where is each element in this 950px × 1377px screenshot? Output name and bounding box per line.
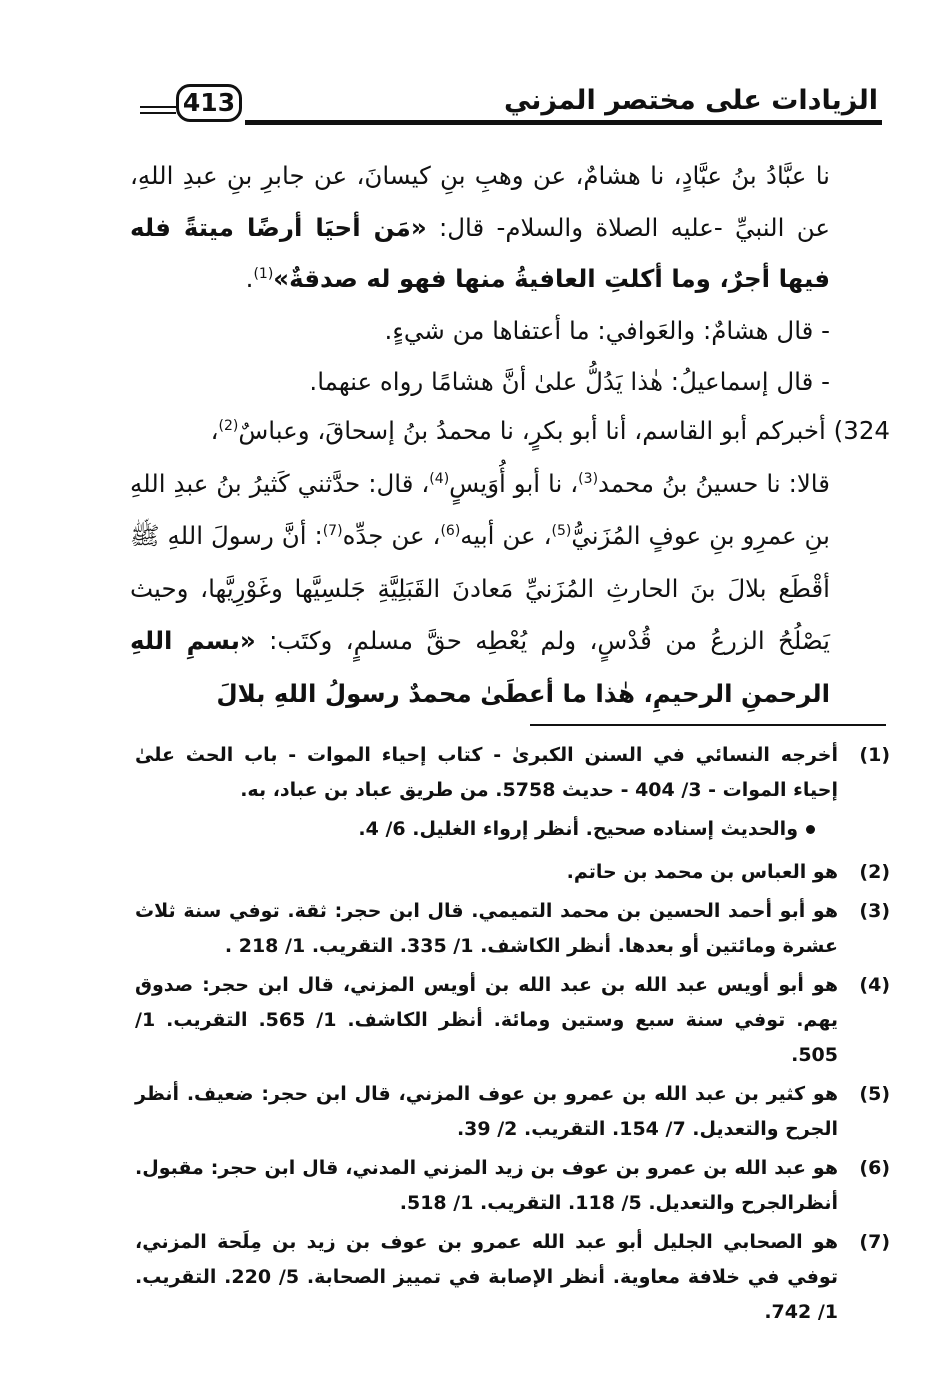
footnote-text: هو أبو أحمد الحسين بن محمد التميمي. قال ابن حجر: ثقة. توفي سنة ثلاث عشرة ومائتين أو بعدها. أنظر الكاشف. 1/ 335. التقريب. 1/ 218 . xyxy=(135,900,838,957)
document-quote: «بسمِ اللهِ الرحمنِ الرحيمِ، هٰذا ما أعطَىٰ محمدٌ رسولُ اللهِ بلالَ xyxy=(130,626,830,708)
footnote-number: (2) xyxy=(859,861,890,883)
main-text xyxy=(130,150,830,408)
footnote-ref-4[interactable]: (4) xyxy=(429,470,450,487)
footnote-number: (1) xyxy=(859,744,890,766)
footnote-text: هو أبو أويس عبد الله بن عبد الله بن أويس المزني، قال ابن حجر: صدوق يهم. توفي سنة سبع وستين ومائة. أنظر الكاشف. 1/ 565. التقريب. 1/ 505. xyxy=(135,974,839,1066)
text-segment: : أنَّ رسولَ اللهِ ﷺ أقْطَع بلالَ بنَ الحارثِ المُزَنيِّ مَعادنَ القَبَلِيَّةِ جَلسِيَّها وغَوْرِيَّها، وحيث يَصْلُحُ الزرعُ من قُدْسٍ، ولم يُعْطِه حقَّ مسلمٍ، وكتَب: xyxy=(130,521,831,655)
footnote-number: (4) xyxy=(859,974,890,996)
hadith-number: 324) xyxy=(833,416,890,445)
text-segment: ، عن جدِّه xyxy=(342,521,441,550)
text-segment: أخبركم أبو القاسم، أنا أبو بكرٍ، نا محمدُ بنُ إسحاقَ، وعباسٌ xyxy=(238,416,826,445)
footnote-6 xyxy=(135,1151,890,1221)
footnote-5 xyxy=(135,1077,890,1147)
text-segment: نا عبَّادُ بنُ عبَّادٍ، نا هشامٌ، عن وهبِ بنِ كيسانَ، عن جابرِ بنِ عبدِ اللهِ، عن النبيِّ -عليه الصلاة والسلام- قال: xyxy=(130,161,830,242)
text-segment: ، قال: حدَّثني كَثيرُ بنُ عبدِ اللهِ بنِ عمرِو بنِ عوفٍ المُزَنيُّ xyxy=(130,468,830,550)
footnote-ref-6[interactable]: (6) xyxy=(440,522,461,539)
text-segment: . xyxy=(245,264,254,293)
footnote-3 xyxy=(135,894,890,964)
hadith-quote: «مَن أحيَا أرضًا ميتةً فله فيها أجرٌ، وما أكلتِ العافيةُ منها فهو له صدقةٌ» xyxy=(130,212,830,293)
page-number: 413 xyxy=(176,84,242,122)
footnote-ref-2[interactable]: (2) xyxy=(218,417,239,434)
footnote-number: (7) xyxy=(859,1231,890,1253)
paragraph-hadith-323 xyxy=(130,150,830,305)
hadith-first-line xyxy=(130,405,890,458)
header-rule xyxy=(245,120,882,125)
footnote-number: (6) xyxy=(859,1157,890,1179)
hadith-body xyxy=(130,458,830,721)
paragraph-hadith-324 xyxy=(130,405,890,720)
footnote-ref-3[interactable]: (3) xyxy=(578,470,599,487)
footnote-text: أخرجه النسائي في السنن الكبرىٰ - كتاب إحياء الموات - باب الحث علىٰ إحياء الموات - 3/ 404 - حديث 5758. من طريق عباد بن عباد، به. xyxy=(135,744,838,801)
footnote-text: هو الصحابي الجليل أبو عبد الله عمرو بن عوف بن زيد بن مِلَحة المزني، توفي في خلافة معاوية. أنظر الإصابة في تمييز الصحابة. 5/ 220. التقريب. 1/ 742. xyxy=(135,1231,838,1323)
footnote-7 xyxy=(135,1225,890,1330)
footnote-1-note xyxy=(135,812,890,847)
footnote-text: هو العباس بن محمد بن حاتم. xyxy=(566,861,838,883)
footnote-ref-1[interactable]: (1) xyxy=(253,265,274,282)
footnote-number: (5) xyxy=(859,1083,890,1105)
text-segment: ، xyxy=(210,416,219,445)
running-header-title: الزيادات على مختصر المزني xyxy=(503,85,878,116)
header-rule-left-upper xyxy=(140,106,176,108)
footnote-number: (3) xyxy=(859,900,890,922)
footnote-separator xyxy=(530,724,886,726)
paragraph-ismail-note: - قال إسماعيلُ: هٰذا يَدُلُّ علىٰ أنَّ هشامًا رواه عنهما. xyxy=(309,367,830,396)
text-segment: ، نا أبو أُوَيسٍ xyxy=(449,468,579,498)
paragraph-hisham-note: - قال هشامٌ: والعَوافي: ما أعتفاها من شيءٍ. xyxy=(384,315,830,345)
header-rule-left-lower xyxy=(140,112,176,114)
footnote-ref-5[interactable]: (5) xyxy=(551,522,572,539)
text-segment: ، عن أبيه xyxy=(460,521,552,550)
footnote-text: هو كثير بن عبد الله بن عمرو بن عوف المزني، قال ابن حجر: ضعيف. أنظر الجرح والتعديل. 7/ 154. التقريب. 2/ 39. xyxy=(135,1083,838,1140)
footnote-2 xyxy=(135,855,890,890)
footnotes xyxy=(135,738,890,1334)
footnote-text: هو عبد الله بن عمرو بن عوف بن زيد المزني المدني، قال ابن حجر: مقبول. أنظرالجرح والتعديل. 5/ 118. التقريب. 1/ 518. xyxy=(135,1157,838,1214)
bullet-icon xyxy=(806,825,815,834)
text-segment: قالا: نا حسينُ بنُ محمد xyxy=(598,468,830,498)
footnote-text: والحديث إسناده صحيح. أنظر إرواء الغليل. 6/ 4. xyxy=(358,818,798,840)
footnote-4 xyxy=(135,968,890,1073)
footnote-ref-7[interactable]: (7) xyxy=(322,522,343,539)
footnote-1 xyxy=(135,738,890,808)
